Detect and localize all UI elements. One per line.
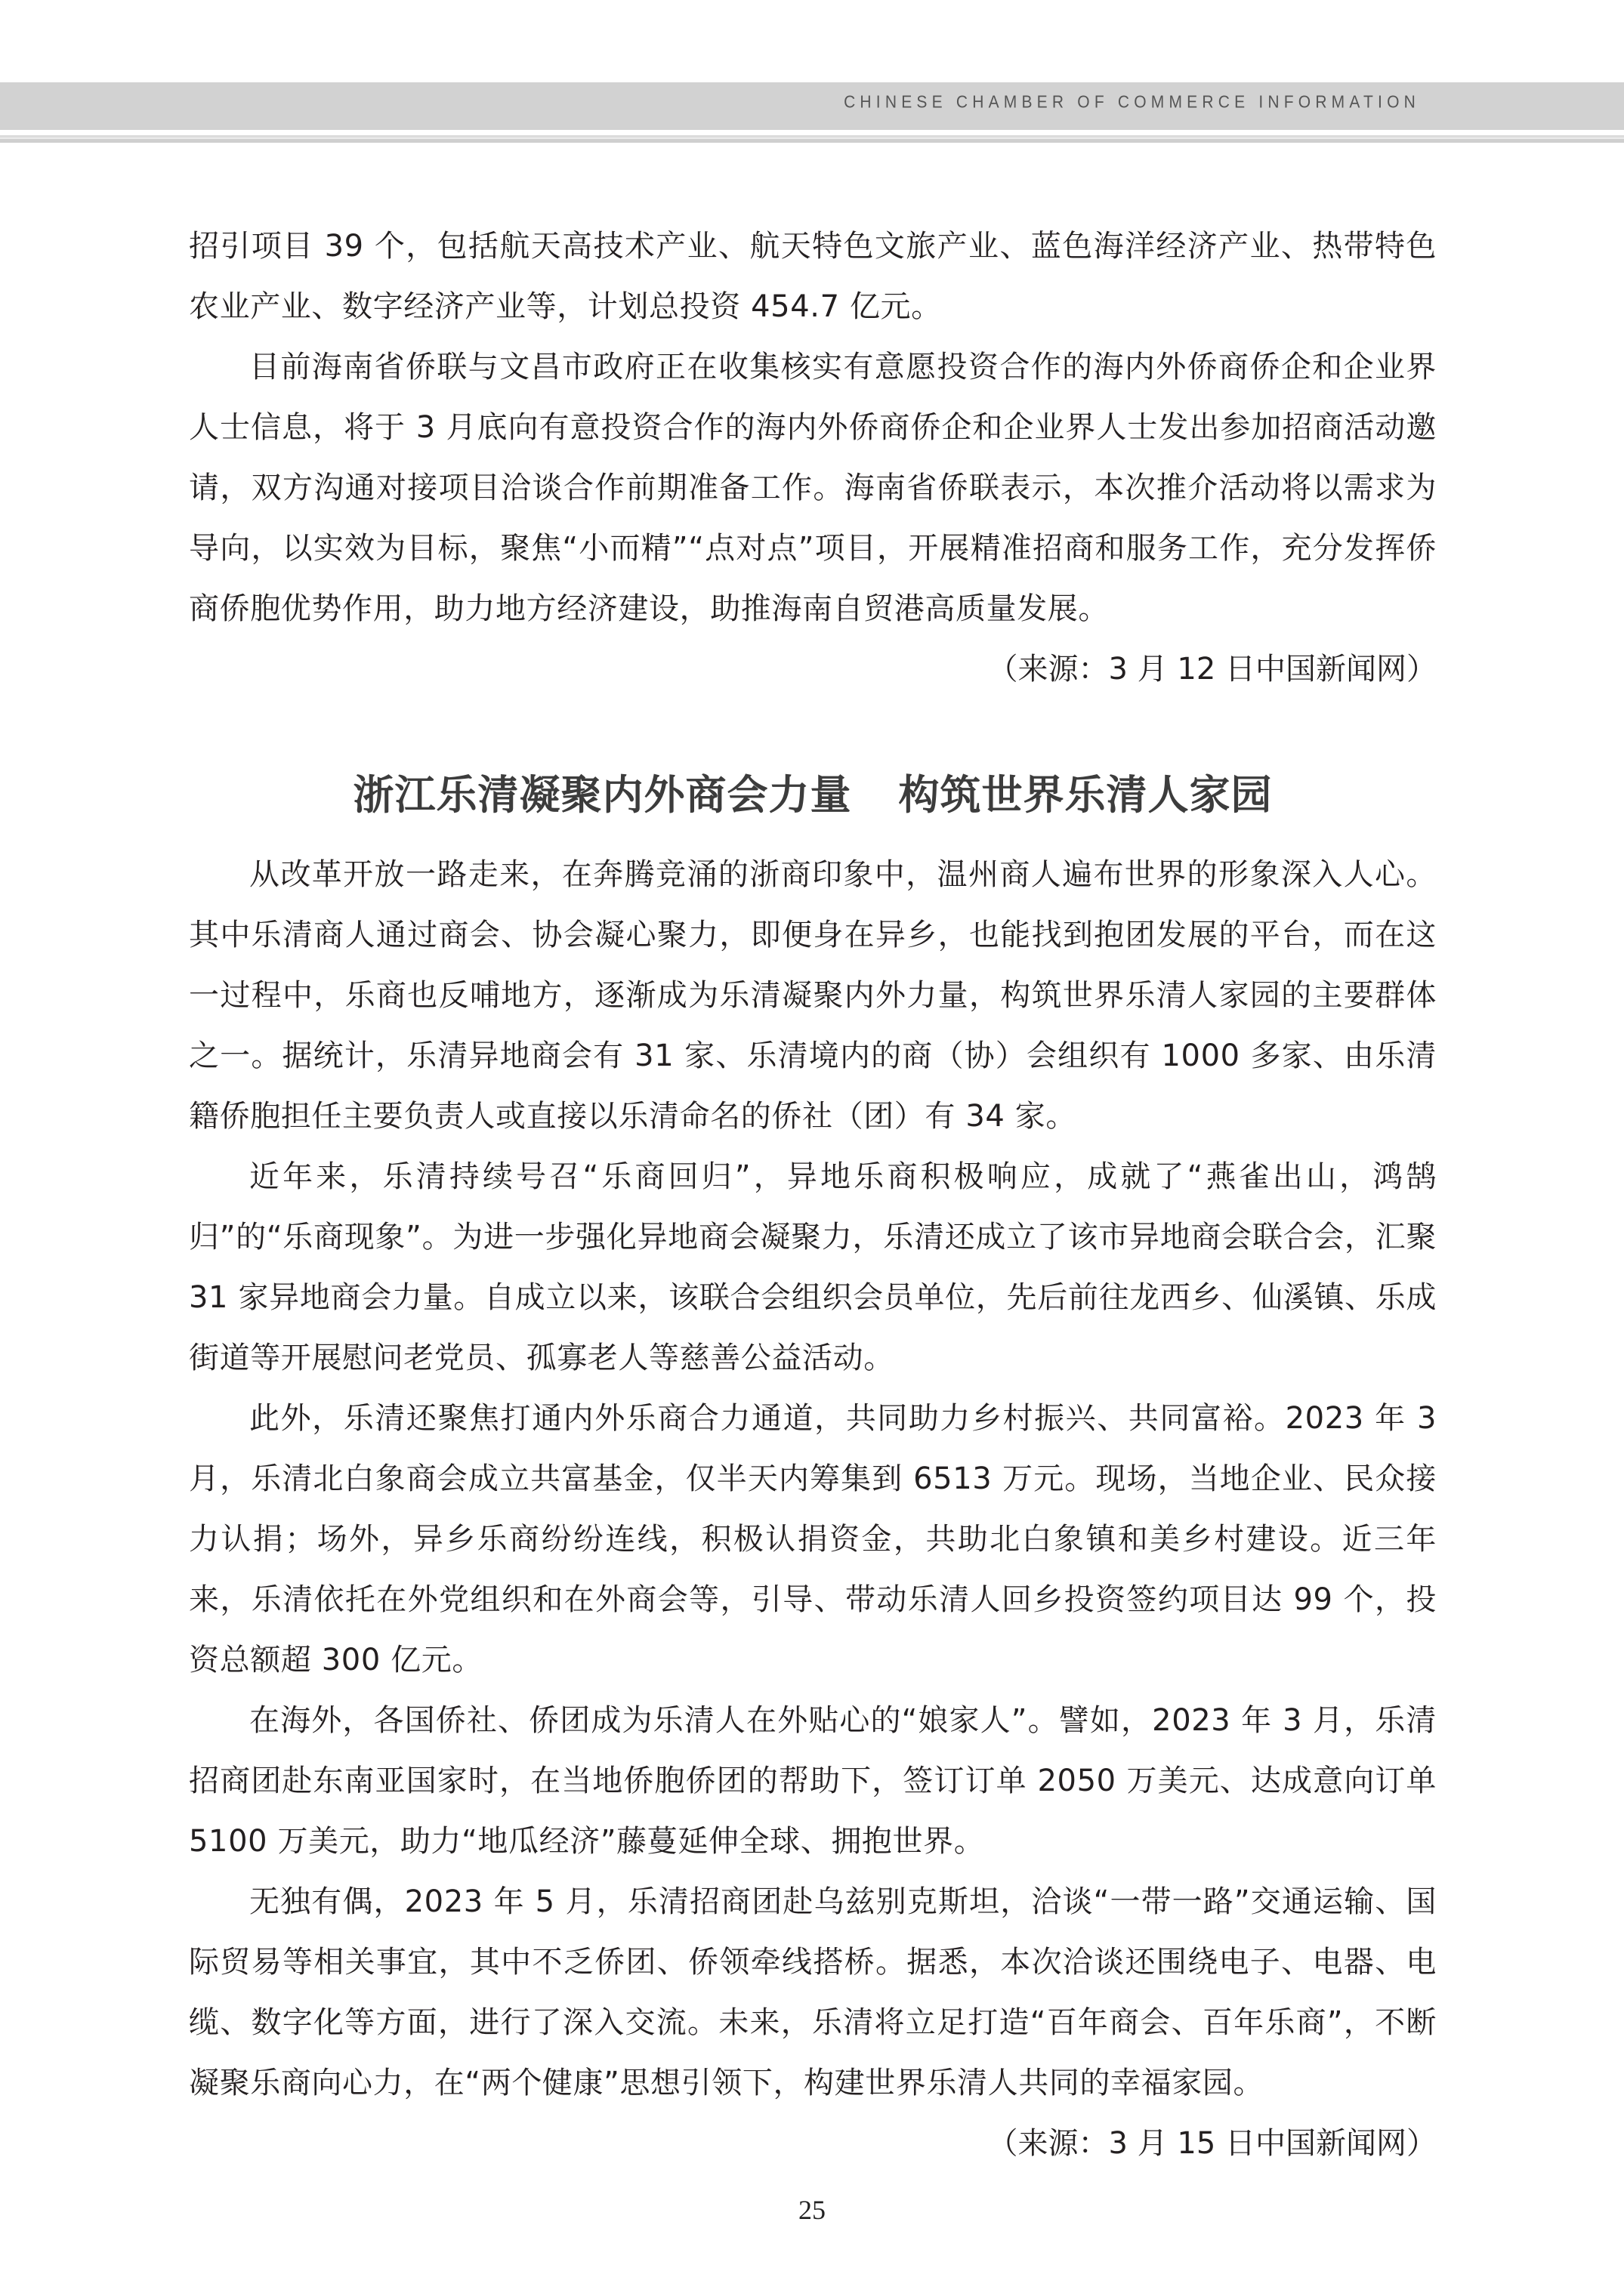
article-paragraph: 从改革开放一路走来，在奔腾竞涌的浙商印象中，温州商人遍布世界的形象深入人心。其中乐清商人通过商会、协会凝心聚力，即便身在异乡，也能找到抱团发展的平台，而在这一过程中，乐商也反哺地方，逐渐成为乐清凝聚内外力量，构筑世界乐清人家园的主要群体之一。据统计，乐清异地商会有 31 家、乐清境内的商（协）会组织有 1000 多家、由乐清籍侨胞担任主要负责人或直接以乐清命名的侨社（团）有 34 家。 bbox=[189, 857, 1437, 1134]
article-title bbox=[189, 761, 1437, 829]
page-content bbox=[189, 216, 1437, 2174]
article-title-part2: 构筑世界乐清人家园 bbox=[898, 771, 1273, 819]
article-source: （来源：3 月 12 日中国新闻网） bbox=[987, 652, 1437, 687]
article-continued bbox=[189, 216, 1437, 699]
article-paragraph: 在海外，各国侨社、侨团成为乐清人在外贴心的“娘家人”。譬如，2023 年 3 月，乐清招商团赴东南亚国家时，在当地侨胞侨团的帮助下，签订订单 2050 万美元、达成意向订单 5100 万美元，助力“地瓜经济”藤蔓延伸全球、拥抱世界。 bbox=[189, 1703, 1437, 1859]
article-paragraph: 此外，乐清还聚焦打通内外乐商合力通道，共同助力乡村振兴、共同富裕。2023 年 3 月，乐清北白象商会成立共富基金，仅半天内筹集到 6513 万元。现场，当地企业、民众接力认捐；场外，异乡乐商纷纷连线，积极认捐资金，共助北白象镇和美乡村建设。近三年来，乐清依托在外党组织和在外商会等，引导、带动乐清人回乡投资签约项目达 99 个，投资总额超 300 亿元。 bbox=[189, 1401, 1437, 1677]
article-title-part1: 浙江乐清凝聚内外商会力量 bbox=[353, 771, 852, 819]
header-divider bbox=[0, 135, 1624, 143]
article-paragraph: 近年来，乐清持续号召“乐商回归”，异地乐商积极响应，成就了“燕雀出山，鸿鹄归”的“乐商现象”。为进一步强化异地商会凝聚力，乐清还成立了该市异地商会联合会，汇聚 31 家异地商会力量。自成立以来，该联合会组织会员单位，先后前往龙西乡、仙溪镇、乐成街道等开展慰问老党员、孤寡老人等慈善公益活动。 bbox=[189, 1159, 1437, 1375]
page-number: 25 bbox=[798, 2195, 826, 2225]
running-header-title: CHINESE CHAMBER OF COMMERCE INFORMATION bbox=[844, 92, 1420, 113]
article-paragraph: 无独有偶，2023 年 5 月，乐清招商团赴乌兹别克斯坦，洽谈“一带一路”交通运输、国际贸易等相关事宜，其中不乏侨团、侨领牵线搭桥。据悉，本次洽谈还围绕电子、电器、电缆、数字化等方面，进行了深入交流。未来，乐清将立足打造“百年商会、百年乐商”，不断凝聚乐商向心力，在“两个健康”思想引领下，构建世界乐清人共同的幸福家园。 bbox=[189, 1884, 1437, 2100]
article-paragraph: 招引项目 39 个，包括航天高技术产业、航天特色文旅产业、蓝色海洋经济产业、热带特色农业产业、数字经济产业等，计划总投资 454.7 亿元。 bbox=[189, 229, 1437, 324]
article-source: （来源：3 月 15 日中国新闻网） bbox=[987, 2126, 1437, 2161]
article-paragraph: 目前海南省侨联与文昌市政府正在收集核实有意愿投资合作的海内外侨商侨企和企业界人士信息，将于 3 月底向有意投资合作的海内外侨商侨企和企业界人士发出参加招商活动邀请，双方沟通对接项目洽谈合作前期准备工作。海南省侨联表示，本次推介活动将以需求为导向，以实效为目标，聚焦“小而精”“点对点”项目，开展精准招商和服务工作，充分发挥侨商侨胞优势作用，助力地方经济建设，助推海南自贸港高质量发展。 bbox=[189, 350, 1437, 626]
article-leqing bbox=[189, 761, 1437, 2174]
